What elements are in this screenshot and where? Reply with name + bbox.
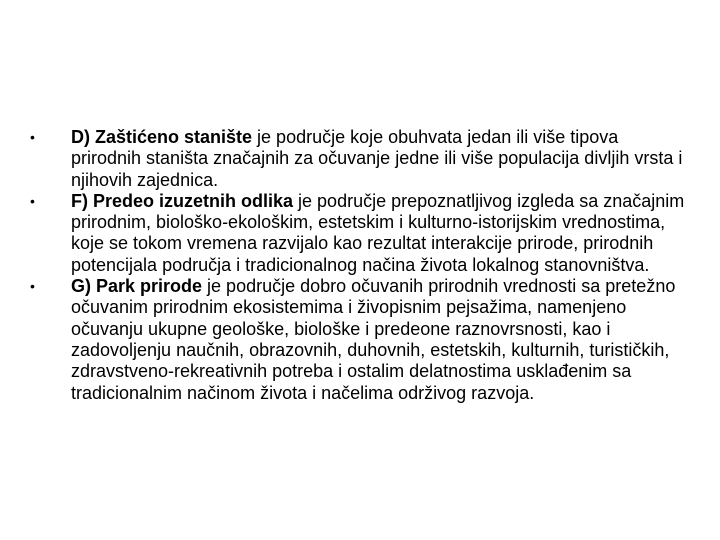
bullet-marker: • [30, 278, 35, 295]
bullet-marker: • [30, 192, 35, 209]
bullet-list [30, 127, 690, 404]
definition-text: je područje dobro očuvanih prirodnih vrednosti sa pretežno očuvanim prirodnim ekosistemima i živopisnim pejsažima, namenjeno očuvanju ukupne geološke, biološke i predeone raznovrsnosti, kao i zadovoljenju naučnih, obrazovnih, duhovnih, estetskih, kulturnih, turističkih, zdravstveno-rekreativnih potreba i ostalim delatnostima usklađenim sa tradicionalnim načinom života i načelima održivog razvoja. [71, 276, 676, 403]
term-label: F) Predeo izuzetnih odlika [71, 190, 294, 211]
term-label: D) Zaštićeno stanište [71, 127, 253, 147]
definition-text: je područje prepoznatljivog izgleda sa značajnim prirodnim, biološko-ekološkim, estetskim i kulturno-istorijskim vrednostima, koje se tokom vremena razvijalo kao rezultat interakcije prirode, prirodnih potencijala područja i tradicionalnog načina života lokalnog stanovništva. [71, 190, 685, 275]
bullet-item-zasticeno-staniste [30, 127, 690, 191]
bullet-marker: • [30, 129, 35, 145]
bullet-item-predeo-izuzetnih-odlika [30, 191, 690, 276]
term-label: G) Park prirode [71, 276, 203, 297]
bullet-item-park-prirode [30, 276, 690, 404]
definition-text: je područje koje obuhvata jedan ili više tipova prirodnih staništa značajnih za očuvanje jedne ili više populacija divljih vrsta i njihovih zajednica. [71, 127, 683, 190]
